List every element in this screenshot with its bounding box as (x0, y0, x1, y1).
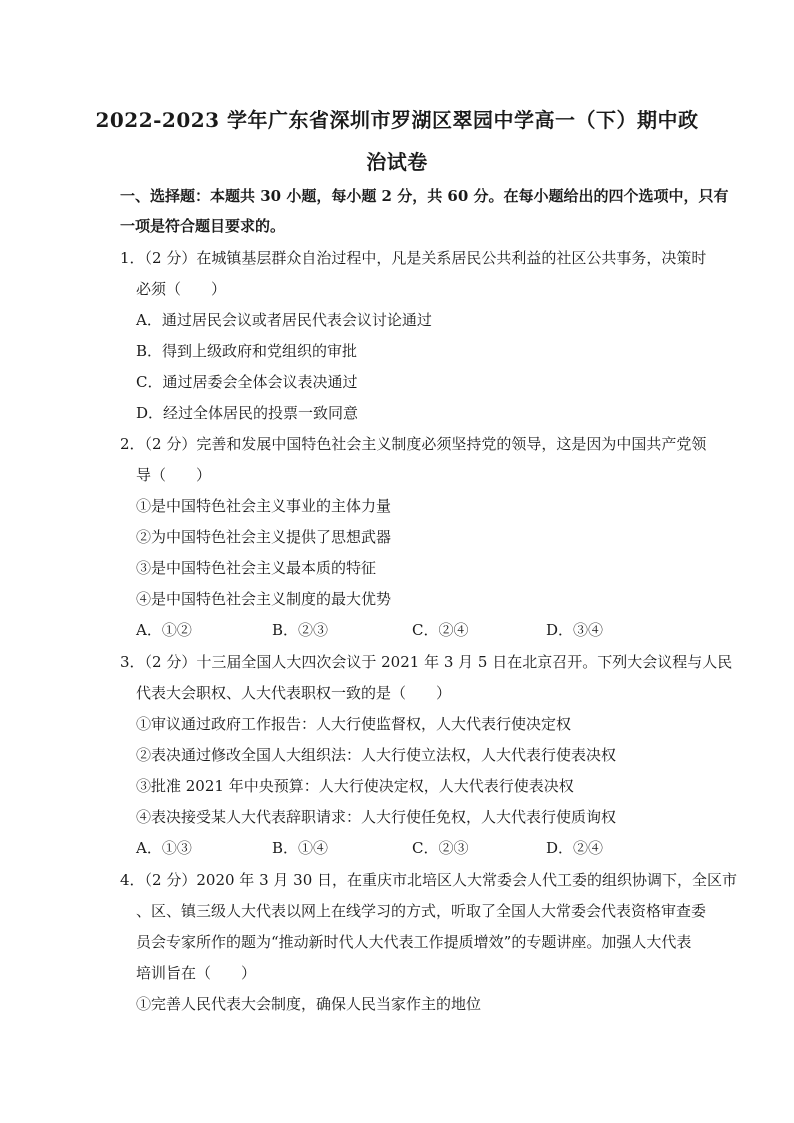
question-2-statement-3: ③是中国特色社会主义最本质的特征 (136, 559, 377, 577)
question-3-statement-3: ③批准 2021 年中央预算：人大行使决定权，人大代表行使表决权 (136, 777, 574, 795)
question-1-option-b: B．得到上级政府和党组织的审批 (136, 342, 358, 360)
question-4-stem-line2: 、区、镇三级人大代表以网上在线学习的方式，听取了全国人大常委会代表资格审查委 (136, 902, 707, 920)
question-2-option-c: C．②④ (412, 621, 469, 639)
question-2-stem-line1: 2．（2 分）完善和发展中国特色社会主义制度必须坚持党的领导，这是因为中国共产党领 (120, 435, 707, 453)
question-4-stem-line4: 培训旨在（ ） (136, 964, 257, 982)
question-3-statement-4: ④表决接受某人大代表辞职请求：人大行使任免权，人大代表行使质询权 (136, 808, 617, 826)
exam-title-line1: 2022-2023 学年广东省深圳市罗湖区翠园中学高一（下）期中政 (95, 108, 699, 132)
question-3-option-b: B．①④ (272, 839, 329, 857)
exam-title-line2: 治试卷 (366, 150, 428, 174)
question-1-stem-line2: 必须（ ） (136, 280, 227, 298)
question-1-option-a: A．通过居民会议或者居民代表会议讨论通过 (136, 311, 432, 329)
question-1-stem-line1: 1．（2 分）在城镇基层群众自治过程中，凡是关系居民公共利益的社区公共事务，决策时 (120, 249, 707, 267)
section-instruction-line2: 一项是符合题目要求的。 (120, 217, 286, 235)
question-3-statement-2: ②表决通过修改全国人大组织法：人大行使立法权，人大代表行使表决权 (136, 746, 617, 764)
question-2-statement-1: ①是中国特色社会主义事业的主体力量 (136, 497, 392, 515)
section-instruction-line1: 一、选择题：本题共 30 小题，每小题 2 分，共 60 分。在每小题给出的四个选项中，只有 (120, 187, 729, 205)
question-2-statement-2: ②为中国特色社会主义提供了思想武器 (136, 528, 392, 546)
question-2-option-d: D．③④ (546, 621, 604, 639)
question-1-option-d: D．经过全体居民的投票一致同意 (136, 404, 359, 422)
question-1-option-c: C．通过居委会全体会议表决通过 (136, 373, 358, 391)
question-2-option-a: A．①② (136, 621, 192, 639)
question-2-option-b: B．②③ (272, 621, 329, 639)
question-3-statement-1: ①审议通过政府工作报告：人大行使监督权，人大代表行使决定权 (136, 715, 572, 733)
question-3-stem-line2: 代表大会职权、人大代表职权一致的是（ ） (136, 684, 452, 702)
question-3-stem-line1: 3．（2 分）十三届全国人大四次会议于 2021 年 3 月 5 日在北京召开。下列大会议程与人民 (120, 653, 733, 671)
question-3-option-d: D．②④ (546, 839, 604, 857)
question-3-option-a: A．①③ (136, 839, 192, 857)
question-4-statement-1: ①完善人民代表大会制度，确保人民当家作主的地位 (136, 995, 482, 1013)
question-4-stem-line1: 4．（2 分）2020 年 3 月 30 日，在重庆市北培区人大常委会人代工委的组织协调下，全区市 (120, 871, 738, 889)
question-2-stem-line2: 导（ ） (136, 466, 212, 484)
question-3-option-c: C．②③ (412, 839, 469, 857)
question-4-stem-line3: 员会专家所作的题为“推动新时代人大代表工作提质增效”的专题讲座。加强人大代表 (136, 933, 692, 951)
question-2-statement-4: ④是中国特色社会主义制度的最大优势 (136, 590, 392, 608)
